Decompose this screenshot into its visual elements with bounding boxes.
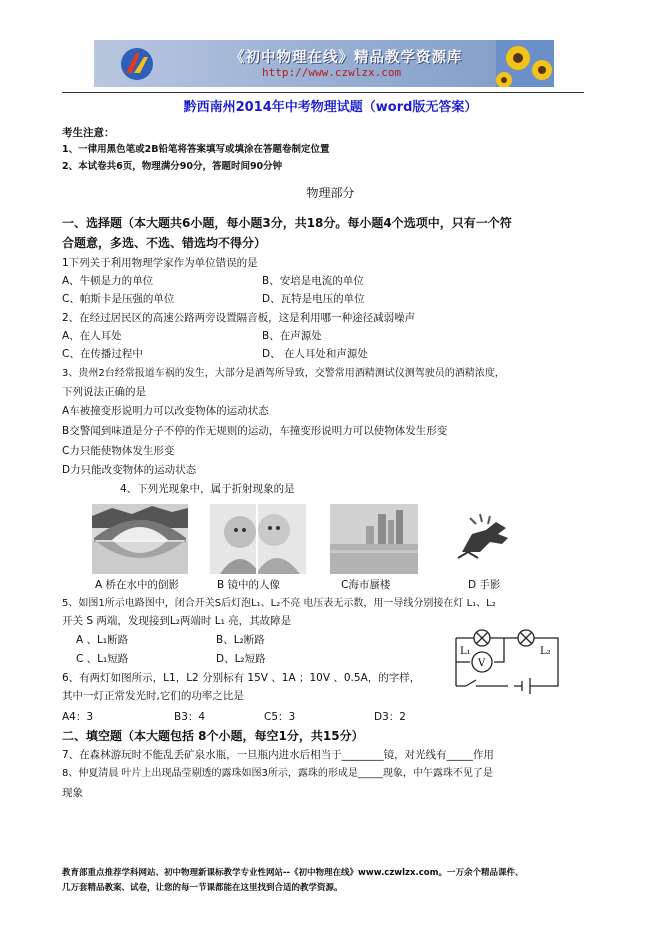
q1-option-c: C、帕斯卡是压强的单位 <box>62 293 175 305</box>
q5-option-a: A 、L₁断路 <box>76 634 129 646</box>
q6-stem-line2: 其中一灯正常发光时,它们的功率之比是 <box>62 690 244 702</box>
q5-stem-line1: 5、如图1所示电路图中，闭合开关S后灯泡L₁、L₂不亮 电压表无示数，用一导线分别接在灯 L₁、L₂ <box>62 598 496 609</box>
q6-stem-line1: 6、有两灯如图所示，L1，L2 分别标有 15V 、1A ；10V 、0.5A，的字样， <box>62 672 421 684</box>
q5-option-d: D、L₂短路 <box>216 653 266 665</box>
q3-option-b: B交警闻到味道是分子不停的作无规则的运动，车撞变形说明力可以使物体发生形变 <box>62 425 448 437</box>
banner-title: 《初中物理在线》精品教学资源库 <box>230 50 463 66</box>
q5-stem-line2: 开关 S 两端，发现接到L₂两端时 L₁ 亮，其故障是 <box>62 615 292 627</box>
sunflower-image <box>496 40 554 87</box>
q1-option-a: A、牛顿是力的单位 <box>62 275 154 287</box>
notice-item-1: 1、一律用黑色笔或2B铅笔将答案填写或填涂在答题卷制定位置 <box>62 144 330 155</box>
bridge-reflection-image <box>92 504 188 574</box>
mirage-image <box>330 504 418 574</box>
circuit-label-voltmeter: V <box>478 658 486 669</box>
q5-option-b: B、L₂断路 <box>216 634 265 646</box>
hand-shadow-image <box>450 508 520 568</box>
document-title: 黔西南州2014年中考物理试题（word版无答案） <box>183 100 478 115</box>
circuit-label-l2: L₂ <box>540 646 551 657</box>
q2-option-b: B、在声源处 <box>262 330 322 342</box>
q1-option-d: D、瓦特是电压的单位 <box>262 293 365 305</box>
q6-option-d: D3：2 <box>374 711 406 723</box>
q6-option-a: A4：3 <box>62 711 94 723</box>
q4-caption-c: C海市蜃楼 <box>341 579 391 591</box>
q3-option-c: C力只能使物体发生形变 <box>62 445 175 457</box>
q4-caption-b: B 镜中的人像 <box>217 579 281 591</box>
q4-stem: 4、下列光现象中，属于折射现象的是 <box>120 483 295 495</box>
footer-line-2: 几万套精品教案、试卷，让您的每一节课都能在这里找到合适的教学资源。 <box>62 883 343 893</box>
banner-url[interactable]: http://www.czwlzx.com <box>262 66 402 79</box>
q3-stem-line2: 下列说法正确的是 <box>62 386 146 398</box>
q2-option-d: D、 在人耳处和声源处 <box>262 348 368 360</box>
header-banner <box>94 40 554 87</box>
q3-option-d: D力只能改变物体的运动状态 <box>62 464 197 476</box>
section1-heading-line1: 一、选择题（本大题共6小题，每小题3分，共18分。每小题4个选项中，只有一个符 <box>62 216 512 230</box>
site-logo-icon <box>120 47 154 81</box>
section1-heading-line2: 合题意，多选、不选、错选均不得分） <box>62 236 267 250</box>
circuit-label-l1: L₁ <box>460 646 471 657</box>
q1-option-b: B、安培是电流的单位 <box>262 275 364 287</box>
circuit-diagram <box>448 624 568 694</box>
q8-stem-line2: 现象 <box>62 787 83 799</box>
q2-option-c: C、在传播过程中 <box>62 348 143 360</box>
q4-caption-d: D 手影 <box>468 579 501 591</box>
mirror-image-photo <box>210 504 306 574</box>
section2-heading: 二、填空题（本大题包括 8个小题，每空1分，共15分） <box>62 729 364 743</box>
notice-item-2: 2、本试卷共6页，物理满分90分，答题时间90分钟 <box>62 161 283 172</box>
q1-stem: 1下列关于利用物理学家作为单位错误的是 <box>62 257 258 269</box>
q3-stem-line1: 3、贵州2台经常报道车祸的发生，大部分是酒驾所导致，交警常用酒精测试仪测驾驶员的酒精浓度， <box>62 368 505 379</box>
q3-option-a: A车被撞变形说明力可以改变物体的运动状态 <box>62 405 269 417</box>
q6-option-b: B3：4 <box>174 711 206 723</box>
q2-option-a: A、在人耳处 <box>62 330 122 342</box>
header-divider <box>62 92 584 93</box>
notice-heading: 考生注意： <box>62 127 115 139</box>
footer-line-1: 教育部重点推荐学科网站、初中物理新课标教学专业性网站--《初中物理在线》www.czwlzx.com。一万余个精品课件、 <box>62 868 524 878</box>
q8-stem-line1: 8、仲夏清晨 叶片上出现晶莹剔透的露珠如图3所示，露珠的形成是_____现象，中午露珠不见了是 <box>62 768 493 779</box>
q6-option-c: C5：3 <box>264 711 296 723</box>
q5-option-c: C 、L₁短路 <box>76 653 129 665</box>
q2-stem: 2、在经过居民区的高速公路两旁设置隔音板，这是利用哪一种途径减弱噪声 <box>62 312 416 324</box>
q7-stem: 7、在森林游玩时不能乱丢矿泉水瓶，一旦瓶内进水后相当于________镜，对光线有_____作用 <box>62 749 494 761</box>
part-title: 物理部分 <box>306 186 355 200</box>
q4-caption-a: A 桥在水中的倒影 <box>95 579 180 591</box>
